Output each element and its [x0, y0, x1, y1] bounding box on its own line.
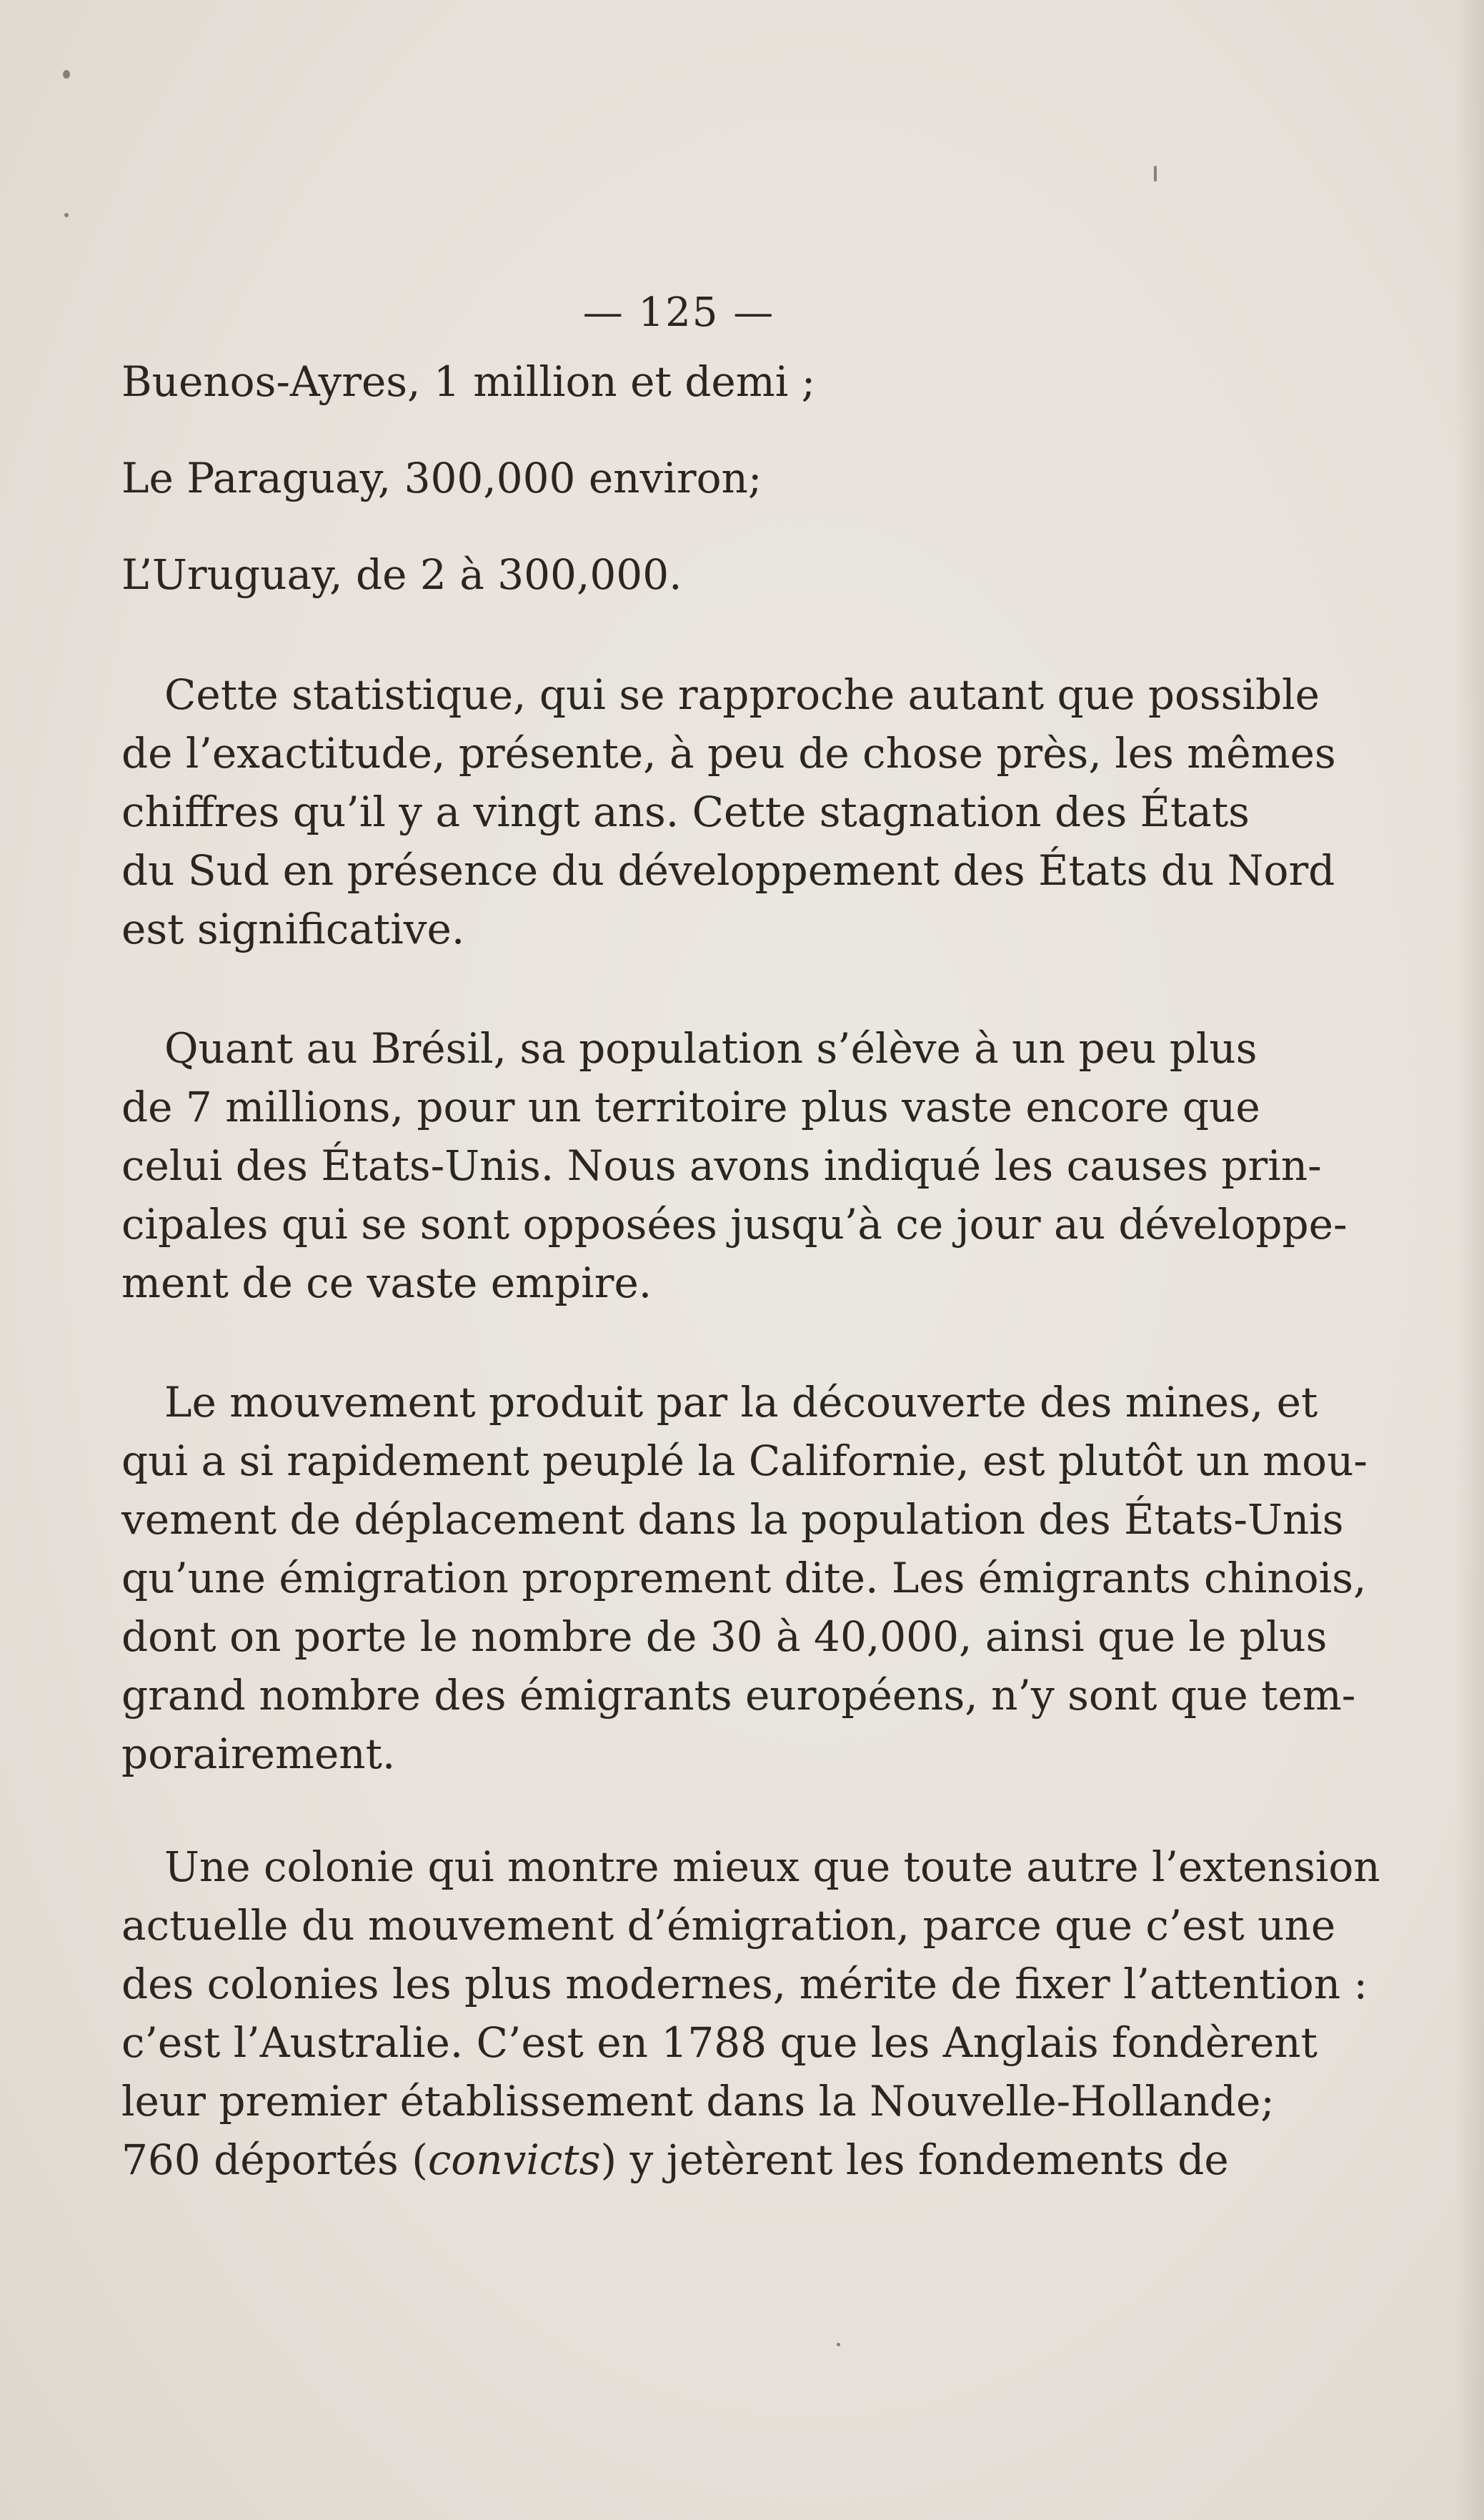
paragraph-line: Cette statistique, qui se rapproche autant que possible [164, 670, 1320, 719]
paragraph-line: Quant au Brésil, sa population s’élève à un peu plus [164, 1024, 1258, 1073]
paragraph-line: est significative. [121, 905, 465, 953]
text-run: ) y jetèrent les fondements de [600, 2135, 1229, 2184]
paragraph-line: grand nombre des émigrants européens, n’y sont que tem- [121, 1671, 1356, 1720]
paragraph-line: qu’une émigration proprement dite. Les émigrants chinois, [121, 1554, 1367, 1602]
paragraph-line: chiffres qu’il y a vingt ans. Cette stagnation des États [121, 788, 1250, 836]
paragraph-line: cipales qui se sont opposées jusqu’à ce jour au développe- [121, 1200, 1348, 1249]
page-edge-shadow [1455, 0, 1484, 2520]
paragraph-line: de l’exactitude, présente, à peu de chose près, les mêmes [121, 729, 1336, 778]
paragraph-line: dont on porte le nombre de 30 à 40,000, ainsi que le plus [121, 1612, 1328, 1661]
paper-speck [1154, 166, 1157, 182]
page-number: — 125 — [582, 289, 775, 336]
paragraph-line: porairement. [121, 1730, 396, 1778]
paper-speck [837, 2343, 840, 2346]
paragraph-line: actuelle du mouvement d’émigration, parce que c’est une [121, 1901, 1336, 1950]
paragraph-line: ment de ce vaste empire. [121, 1259, 652, 1307]
paragraph-line: Le mouvement produit par la découverte des mines, et [164, 1378, 1318, 1427]
paragraph-line: leur premier établissement dans la Nouvelle-Hollande; [121, 2077, 1275, 2125]
paragraph-line: vement de déplacement dans la population des États-Unis [121, 1495, 1344, 1544]
list-item-buenos-ayres: Buenos-Ayres, 1 million et demi ; [121, 357, 816, 406]
paragraph-line: des colonies les plus modernes, mérite de fixer l’attention : [121, 1960, 1368, 2008]
paragraph-line: qui a si rapidement peuplé la Californie, est plutôt un mou- [121, 1437, 1368, 1485]
list-item-uruguay: L’Uruguay, de 2 à 300,000. [121, 550, 682, 599]
paragraph-line: c’est l’Australie. C’est en 1788 que les Anglais fondèrent [121, 2018, 1318, 2067]
paragraph-line: celui des États-Unis. Nous avons indiqué les causes prin- [121, 1141, 1322, 1190]
paragraph-line: Une colonie qui montre mieux que toute autre l’extension [164, 1842, 1380, 1891]
italic-word-convicts: convicts [427, 2135, 601, 2184]
paragraph-line-final [121, 2135, 1229, 2184]
text-run: 760 déportés ( [121, 2135, 428, 2184]
paper-speck [63, 70, 70, 79]
paragraph-line: du Sud en présence du développement des États du Nord [121, 846, 1335, 895]
list-item-paraguay: Le Paraguay, 300,000 environ; [121, 454, 762, 502]
paper-speck [64, 213, 69, 217]
paragraph-line: de 7 millions, pour un territoire plus vaste encore que [121, 1083, 1260, 1131]
